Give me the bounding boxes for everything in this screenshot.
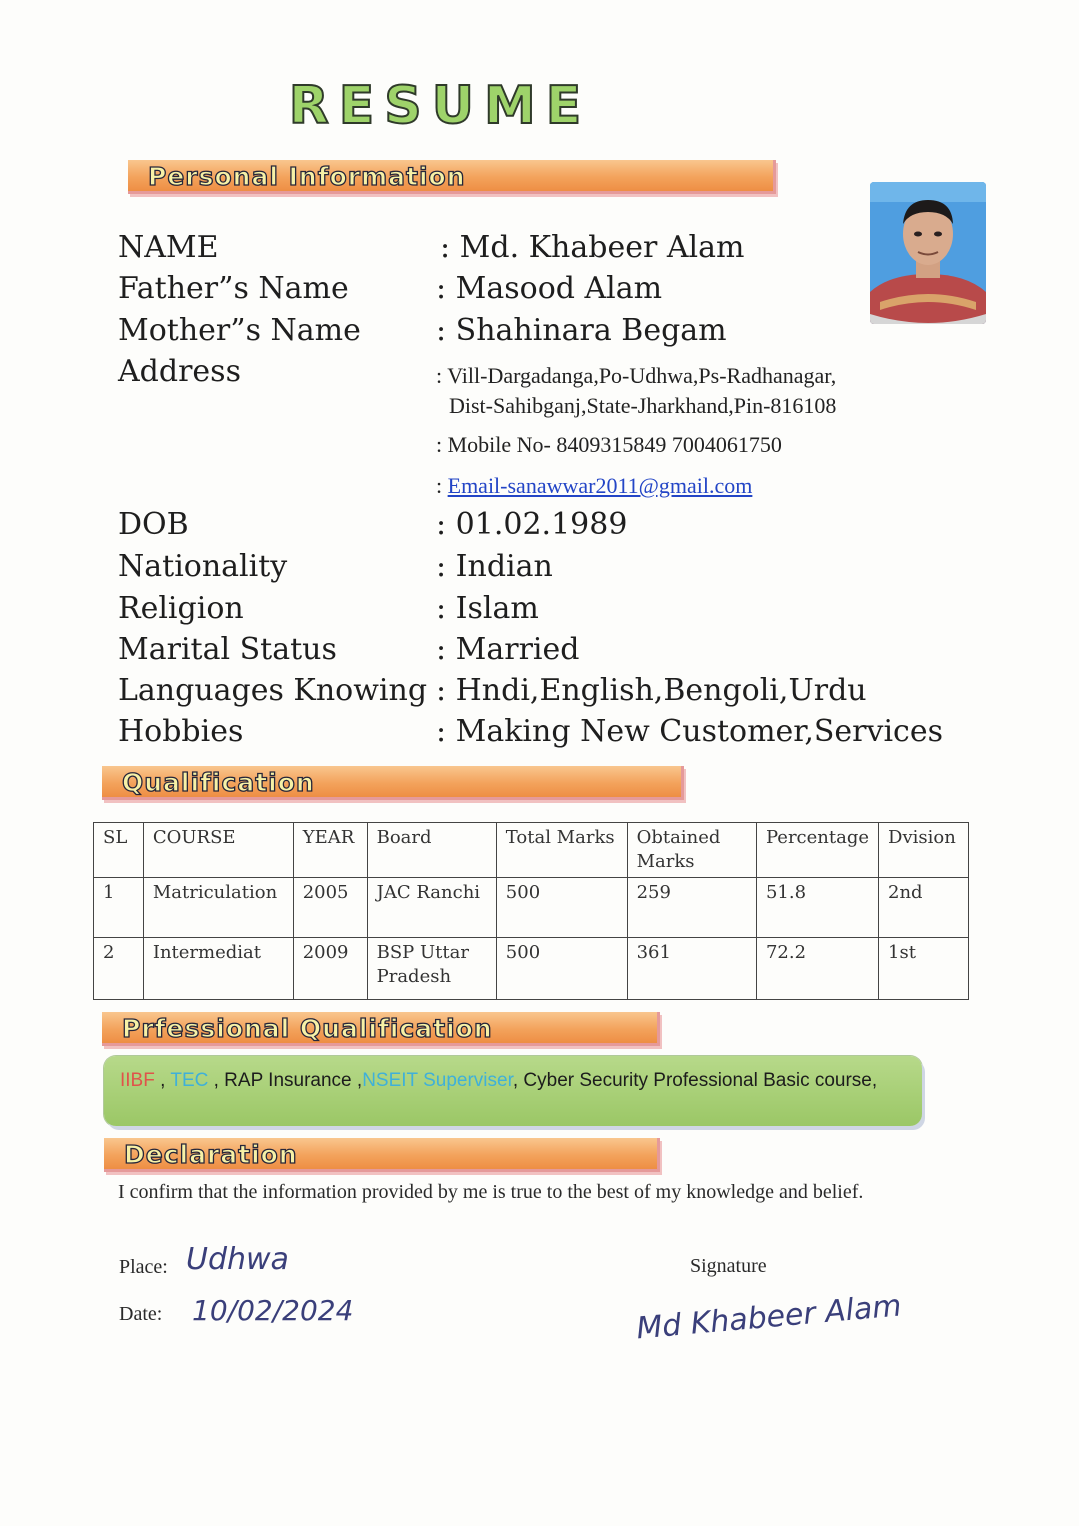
profile-photo (870, 182, 986, 324)
table-header: Obtained Marks (627, 823, 756, 878)
value-religion: : Islam (436, 591, 539, 626)
section-banner-professional: Prfessional Qualification (102, 1012, 660, 1046)
label-dob: DOB (118, 507, 189, 542)
date-value: 10/02/2024 (192, 1294, 354, 1327)
table-cell: 500 (496, 938, 627, 1000)
table-row (94, 938, 969, 1000)
email-row (436, 471, 752, 501)
table-cell: 2009 (293, 938, 367, 1000)
place-value: Udhwa (186, 1242, 289, 1277)
qualification-table (93, 822, 969, 1000)
prof-item: , RAP Insurance , (208, 1070, 363, 1091)
table-header-row (94, 823, 969, 878)
table-cell: 259 (627, 878, 756, 938)
table-cell: 72.2 (756, 938, 878, 1000)
table-header: Board (367, 823, 496, 878)
label-name: NAME (118, 230, 219, 265)
prof-item: IIBF (120, 1070, 155, 1091)
section-banner-declaration: Declaration (104, 1138, 660, 1172)
table-cell: 51.8 (756, 878, 878, 938)
table-header: SL (94, 823, 144, 878)
value-languages: : Hndi,English,Bengoli,Urdu (436, 673, 867, 708)
value-marital-status: : Married (436, 632, 580, 667)
value-mobile: : Mobile No- 8409315849 7004061750 (436, 432, 782, 457)
table-cell: JAC Ranchi (367, 878, 496, 938)
table-header: COURSE (143, 823, 293, 878)
table-cell: Matriculation (143, 878, 293, 938)
section-banner-qualification: Qualification (102, 766, 684, 800)
value-address-line2: Dist-Sahibganj,State-Jharkhand,Pin-816108 (449, 393, 837, 418)
prof-item: NSEIT Superviser (362, 1070, 513, 1091)
table-cell: 2 (94, 938, 144, 1000)
table-cell: 2nd (879, 878, 969, 938)
table-cell: BSP Uttar Pradesh (367, 938, 496, 1000)
declaration-text: I confirm that the information provided by me is true to the best of my knowledge and belief. (118, 1181, 864, 1203)
value-father-name: : Masood Alam (436, 271, 663, 306)
signature-value: Md Khabeer Alam (634, 1288, 903, 1347)
table-cell: 1st (879, 938, 969, 1000)
value-hobbies: : Making New Customer,Services (436, 714, 944, 749)
label-religion: Religion (118, 591, 244, 626)
value-nationality: : Indian (436, 549, 553, 584)
email-link[interactable]: Email-sanawwar2011@gmail.com (447, 473, 753, 498)
value-address-line1: : Vill-Dargadanga,Po-Udhwa,Ps-Radhanagar, (436, 363, 837, 388)
prof-item: , Cyber Security Professional Basic course, (512, 1070, 878, 1091)
label-hobbies: Hobbies (118, 714, 244, 749)
label-address: Address (118, 354, 241, 389)
value-mother-name: : Shahinara Begam (436, 313, 727, 348)
section-banner-personal: Personal Information (128, 160, 776, 194)
place-label: Place: (119, 1256, 168, 1278)
prof-item: , (154, 1070, 171, 1091)
table-header: Percentage (756, 823, 878, 878)
table-cell: 1 (94, 878, 144, 938)
table-cell: 500 (496, 878, 627, 938)
label-father-name: Father”s Name (118, 271, 349, 306)
label-mother-name: Mother”s Name (118, 313, 361, 348)
email-prefix: : (436, 473, 448, 498)
table-cell: 2005 (293, 878, 367, 938)
professional-qualification-box (104, 1056, 922, 1126)
label-nationality: Nationality (118, 549, 288, 584)
table-header: Total Marks (496, 823, 627, 878)
table-cell: 361 (627, 938, 756, 1000)
prof-item: TEC (170, 1070, 209, 1091)
value-dob: : 01.02.1989 (436, 507, 628, 542)
table-cell: Intermediat (143, 938, 293, 1000)
value-name: : Md. Khabeer Alam (440, 230, 745, 265)
table-header: YEAR (293, 823, 367, 878)
signature-label: Signature (690, 1255, 767, 1277)
table-header: Dvision (879, 823, 969, 878)
label-languages: Languages Knowing (118, 673, 428, 708)
table-row (94, 878, 969, 938)
resume-title: RESUME (288, 76, 592, 136)
date-label: Date: (119, 1303, 163, 1325)
label-marital-status: Marital Status (118, 632, 337, 667)
